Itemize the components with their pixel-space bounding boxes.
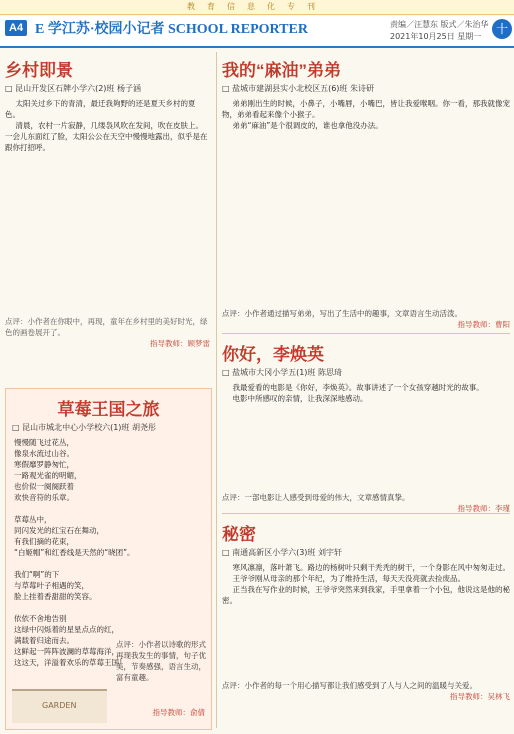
article-poem-lines	[14, 437, 211, 668]
section-divider	[222, 513, 510, 514]
article-good	[222, 340, 510, 514]
poem-line: 与草莓叶子相遇的笑，	[14, 581, 89, 590]
article-secret-paragraph: 寒风凛凛，落叶萧飞。路边的杨树叶只剩干秃秃的树干，一个身影在风中匆匆走过。	[232, 563, 510, 572]
article-poem-reviewer: 指导教师：俞倩	[152, 708, 205, 717]
article-home	[5, 56, 210, 349]
article-secret-note: 点评：小作者的每一个用心描写都让我们感受到了人与人之间的温暖与关爱。	[222, 681, 477, 690]
article-good-note: 点评：一部电影让人感受到母爱的伟大，文章感情真挚。	[222, 493, 410, 502]
article-good-body	[222, 382, 510, 492]
article-poem	[5, 388, 212, 730]
article-chili	[222, 56, 510, 330]
article-home-title: 乡村即景	[5, 61, 73, 80]
article-chili-paragraph: 弟弟“麻油”是个很调皮的，谁也拿他没办法。	[232, 121, 383, 130]
article-home-byline: □ 昆山开发区石牌小学六(2)班 杨子涵	[5, 84, 141, 93]
article-chili-body	[222, 98, 510, 308]
article-poem-note: 点评：小作者以诗歌的形式再现我发生的事情，句子优美，节奏感强，语言生动，富有童趣。	[116, 640, 206, 682]
poem-line: 脸上挂着香甜甜的笑容。	[14, 592, 97, 601]
article-good-byline: □ 盐城市大冈小学五(1)班 陈思琦	[222, 368, 342, 377]
article-poem-byline: □ 昆山市城北中心小学校六(1)班 胡尧彤	[12, 423, 156, 432]
article-home-reviewer: 指导教师：顾梦雷	[150, 339, 210, 348]
editor-credits	[390, 19, 489, 30]
poem-line	[14, 503, 211, 514]
top-tag: 教育信息化专刊	[0, 0, 514, 15]
article-good-reviewer: 指导教师：李瑾	[457, 504, 510, 513]
poem-line: 这鲜起一阵阵波澜的草莓海洋，	[14, 647, 119, 656]
poem-line: 寒假靡罗静匆忙，	[14, 460, 74, 469]
article-home-body	[5, 98, 210, 316]
article-secret-byline: □ 南通高新区小学六(3)班 刘宇轩	[222, 548, 342, 557]
poem-line: “白姬帽”和红香线是天然的“晓团”。	[14, 548, 135, 557]
poem-line: 同闪发光的红宝石在舞动，	[14, 526, 104, 535]
poem-line: 一路观光雀的明媚，	[14, 471, 82, 480]
article-good-paragraph: 电影中所感叹的亲情，让我深深地感动。	[232, 394, 368, 403]
issue-date	[390, 31, 481, 42]
garden-fence-illustration	[12, 689, 107, 723]
poem-line: 欢快音符的乐章。	[14, 493, 74, 502]
emblem-icon: 十	[492, 19, 512, 39]
garden-label: GARDEN	[42, 701, 77, 710]
poem-line: 我们“啊”的下	[14, 570, 60, 579]
poem-line: 慢慢随飞过花丛，	[14, 438, 74, 447]
article-secret-body	[222, 562, 510, 680]
article-chili-byline: □ 盐城市建湖县实小北校区五(6)班 朱诗研	[222, 84, 374, 93]
article-secret-paragraph: 正当我在写作业的时候，王爷爷突然来到我家，手里拿着一个小包，他说这是他的秘密。	[222, 585, 510, 605]
poem-line: 有我们摘的花束，	[14, 537, 74, 546]
article-poem-title: 草莓王国之旅	[57, 400, 160, 419]
poem-line: 像泉水流过山谷。	[14, 449, 74, 458]
poem-line	[14, 602, 211, 613]
poem-line: 满载着归途而去。	[14, 636, 74, 645]
article-chili-paragraph: 弟弟刚出生的时候，小鼻子，小嘴唇，小嘴巴，皆让我爱喉咽。你一看，那我就像宠物，弟弟看起来像个小猴子。	[222, 99, 510, 119]
poem-line: 草莓丛中，	[14, 515, 52, 524]
article-good-title: 你好，李焕英	[222, 345, 324, 364]
editor: 责编／汪慧东	[390, 20, 438, 29]
poem-line: 这绿中闪烁着的星星点点的红，	[14, 625, 119, 634]
article-home-note: 点评：小作者在你眼中，再现，童年在乡村里的美好时光，绿色的画卷展开了。	[5, 317, 208, 337]
article-chili-title: 我的“麻油”弟弟	[222, 61, 341, 80]
poem-line: 依依不舍地告别	[14, 614, 67, 623]
weekday: 星期一	[457, 32, 482, 41]
article-chili-note: 点评：小作者通过描写弟弟，写出了生活中的趣事，文章语言生动活泼。	[222, 309, 462, 318]
article-home-paragraph: 清晨，农村一片寂静，几缕袅风吹在发间，吹在皮肤上。一会儿东面红了脸，太阳公公在天空中慢慢地露出，似乎是在跟你打招呼。	[5, 121, 208, 152]
poem-line	[14, 558, 211, 569]
section-brand: E 学江苏·校园小记者 SCHOOL REPORTER	[35, 22, 308, 37]
page-number: A4	[5, 20, 27, 36]
article-secret-paragraph: 王爷爷刚从母亲的那个年纪，为了维持生活，每天天没亮就去捡废品。	[232, 574, 465, 583]
article-secret-title: 秘密	[222, 525, 256, 544]
poem-line: 也价似一阕阕跃着	[14, 482, 74, 491]
date: 2021年10月25日	[390, 32, 455, 41]
article-home-paragraph: 太阳关过乡下的青清，最迁我夠野的还是夏天乡村的夏色。	[5, 99, 196, 119]
designer: 版式／朱治华	[440, 20, 489, 29]
section-divider	[222, 333, 510, 334]
article-chili-reviewer: 指导教师：曹阳	[457, 320, 510, 329]
column-divider	[216, 52, 217, 728]
article-good-paragraph: 我最爱看的电影是《你好，李焕英》。故事讲述了一个女孩穿越时光的故事。	[232, 383, 484, 392]
article-secret	[222, 520, 510, 702]
poem-line: 这这天，洋溢着欢乐的草莓王国！	[14, 658, 127, 667]
article-secret-reviewer: 指导教师：吴林飞	[450, 692, 510, 701]
